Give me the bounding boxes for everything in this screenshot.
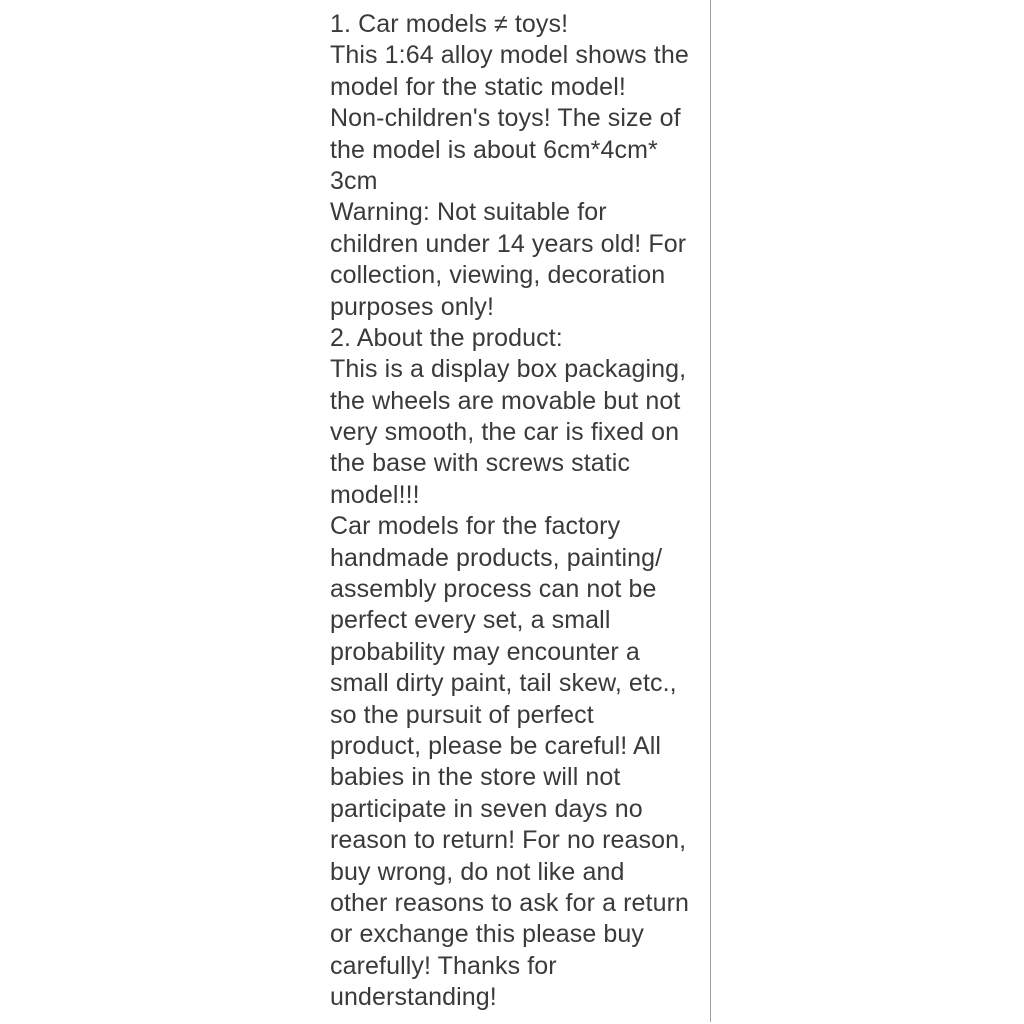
- description-line: buy wrong, do not like and: [330, 857, 625, 886]
- description-line: model!!!: [330, 480, 420, 509]
- description-line: babies in the store will not: [330, 763, 621, 792]
- description-line: carefully! Thanks for: [330, 951, 557, 980]
- description-line: purposes only!: [330, 292, 494, 321]
- description-line: Warning: Not suitable for: [330, 198, 607, 227]
- description-line: small dirty paint, tail skew, etc.,: [330, 669, 677, 698]
- description-line: the wheels are movable but not: [330, 386, 681, 415]
- description-line: Car models for the factory: [330, 512, 621, 541]
- description-line: the base with screws static: [330, 449, 631, 478]
- description-line: 1. Car models ≠ toys!: [330, 10, 569, 38]
- description-line: participate in seven days no: [330, 794, 643, 823]
- description-line: Non-children's toys! The size of: [330, 104, 681, 133]
- description-line: collection, viewing, decoration: [330, 261, 666, 290]
- description-line: handmade products, painting/: [330, 543, 663, 572]
- description-line: This 1:64 alloy model shows the: [330, 41, 689, 70]
- description-line: children under 14 years old! For: [330, 229, 687, 258]
- description-line: or exchange this please buy: [330, 920, 645, 949]
- description-line: so the pursuit of perfect: [330, 700, 594, 729]
- description-line: understanding!: [330, 983, 497, 1012]
- description-line: model for the static model!: [330, 72, 626, 101]
- description-line: product, please be careful! All: [330, 731, 662, 760]
- description-line: very smooth, the car is fixed on: [330, 418, 680, 447]
- description-line: assembly process can not be: [330, 575, 657, 604]
- product-description-text: [330, 9, 700, 1014]
- description-line: perfect every set, a small: [330, 606, 611, 635]
- vertical-divider: [710, 0, 711, 1022]
- description-line: reason to return! For no reason,: [330, 826, 687, 855]
- description-line: This is a display box packaging,: [330, 355, 687, 384]
- description-line: 2. About the product:: [330, 323, 563, 352]
- description-line: probability may encounter a: [330, 637, 640, 666]
- description-line: other reasons to ask for a return: [330, 888, 690, 917]
- description-line: 3cm: [330, 166, 378, 195]
- description-line: the model is about 6cm*4cm*: [330, 135, 658, 164]
